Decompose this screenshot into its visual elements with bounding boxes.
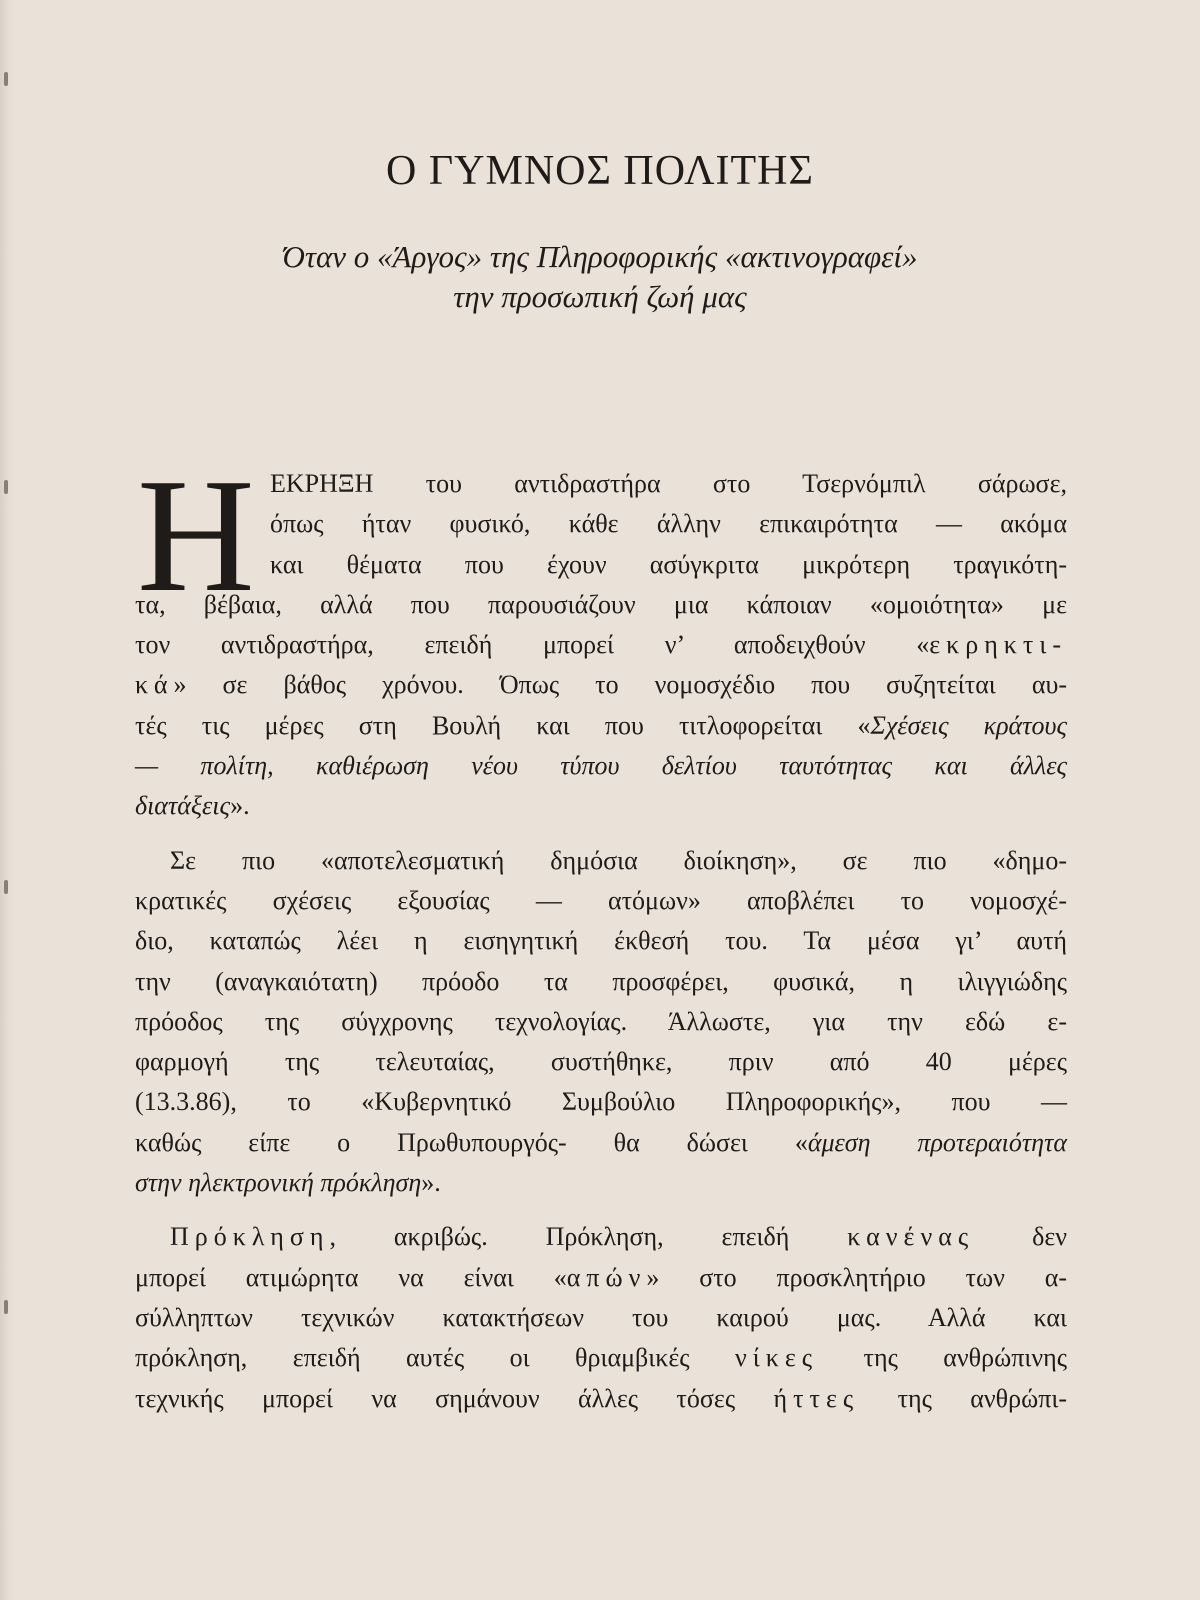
text-line: Πρόκληση, ακριβώς. Πρόκληση, επειδή κανένας δεν [170, 1222, 1067, 1252]
text-line: τές τις μέρες στη Βουλή και που τιτλοφορείται «Σχέσεις κράτους [135, 710, 1067, 740]
article-body [135, 464, 1067, 1419]
subtitle-line: Όταν ο «Άργος» της Πληροφορικής «ακτινογραφεί» [282, 239, 918, 274]
text-line: στην ηλεκτρονική πρόκληση». [135, 1168, 441, 1198]
paragraph-1 [135, 464, 1067, 827]
spaced-word: ήττες [773, 1383, 860, 1413]
text-line: πρόκληση, επειδή αυτές οι θριαμβικές νίκες της ανθρώπινης [135, 1343, 1067, 1373]
italic-text: Σχέσεις κράτους [870, 710, 1067, 740]
text-line: τα, βέβαια, αλλά που παρουσιάζουν μια κάποιαν «ομοιότητα» με [135, 589, 1067, 619]
text-line: Σε πιο «αποτελεσματική δημόσια διοίκηση», σε πιο «δημο- [170, 845, 1067, 875]
italic-text: άμεση προτεραιότητα [807, 1127, 1067, 1157]
text-line: όπως ήταν φυσικό, κάθε άλλην επικαιρότητα — ακόμα [270, 509, 1067, 539]
article-title: Ο ΓΥΜΝΟΣ ΠΟΛΙΤΗΣ [386, 148, 814, 194]
text-line: τον αντιδραστήρα, επειδή μπορεί ν’ αποδειχθούν «εκρηκτι- [135, 630, 1067, 660]
spaced-word: Πρόκληση [170, 1222, 330, 1252]
margin-mark [4, 880, 8, 894]
text-line: μπορεί ατιμώρητα να είναι «απών» στο προσκλητήριο των α- [135, 1262, 1067, 1292]
spaced-word: κανένας [847, 1222, 975, 1252]
spaced-word: νίκες [735, 1343, 819, 1373]
spaced-word: απών [566, 1262, 647, 1292]
spaced-word: εκρηκτι- [929, 630, 1067, 660]
text-line: διατάξεις». [135, 791, 250, 821]
text-line: κρατικές σχέσεις εξουσίας — ατόμων» αποβλέπει το νομοσχέ- [135, 885, 1067, 915]
drop-cap: Η [137, 446, 255, 626]
margin-mark [4, 72, 8, 86]
italic-text: διατάξεις [135, 791, 231, 821]
text-line: κά» σε βάθος χρόνου. Όπως το νομοσχέδιο που συζητείται αυ- [135, 670, 1067, 700]
article-subtitle [0, 226, 1200, 315]
text-line: διο, καταπώς λέει η εισηγητική έκθεσή του. Τα μέσα γι’ αυτή [135, 926, 1067, 956]
text-line: την (αναγκαιότατη) πρόοδο τα προσφέρει, φυσικά, η ιλιγγιώδης [135, 966, 1067, 996]
text-line: ΕΚΡΗΞΗ του αντιδραστήρα στο Τσερνόμπιλ σάρωσε, [270, 469, 1067, 498]
subtitle-line: την προσωπική ζωή μας [453, 279, 747, 315]
margin-mark [4, 480, 8, 494]
text-line: σύλληπτων τεχνικών κατακτήσεων του καιρού μας. Αλλά και [135, 1302, 1067, 1332]
text-line: τεχνικής μπορεί να σημάνουν άλλες τόσες ήττες της ανθρώπι- [135, 1383, 1067, 1413]
margin-mark [4, 1300, 8, 1314]
text-line: και θέματα που έχουν ασύγκριτα μικρότερη τραγικότη- [270, 549, 1067, 579]
text-line: καθώς είπε ο Πρωθυπουργός- θα δώσει «άμεση προτεραιότητα [135, 1127, 1067, 1157]
text-line: (13.3.86), το «Κυβερνητικό Συμβούλιο Πληροφορικής», που — [135, 1087, 1067, 1117]
spaced-word: κά [135, 670, 174, 700]
text-line: φαρμογή της τελευταίας, συστήθηκε, πριν από 40 μέρες [135, 1047, 1067, 1077]
italic-text: στην ηλεκτρονική πρόκληση [135, 1168, 422, 1198]
paragraph-3 [135, 1217, 1067, 1418]
paragraph-2 [135, 841, 1067, 1204]
text-line: πρόοδος της σύγχρονης τεχνολογίας. Άλλωστε, για την εδώ ε- [135, 1006, 1067, 1036]
text-line: — πολίτη, καθιέρωση νέου τύπου δελτίου ταυτότητας και άλλες [135, 751, 1067, 781]
